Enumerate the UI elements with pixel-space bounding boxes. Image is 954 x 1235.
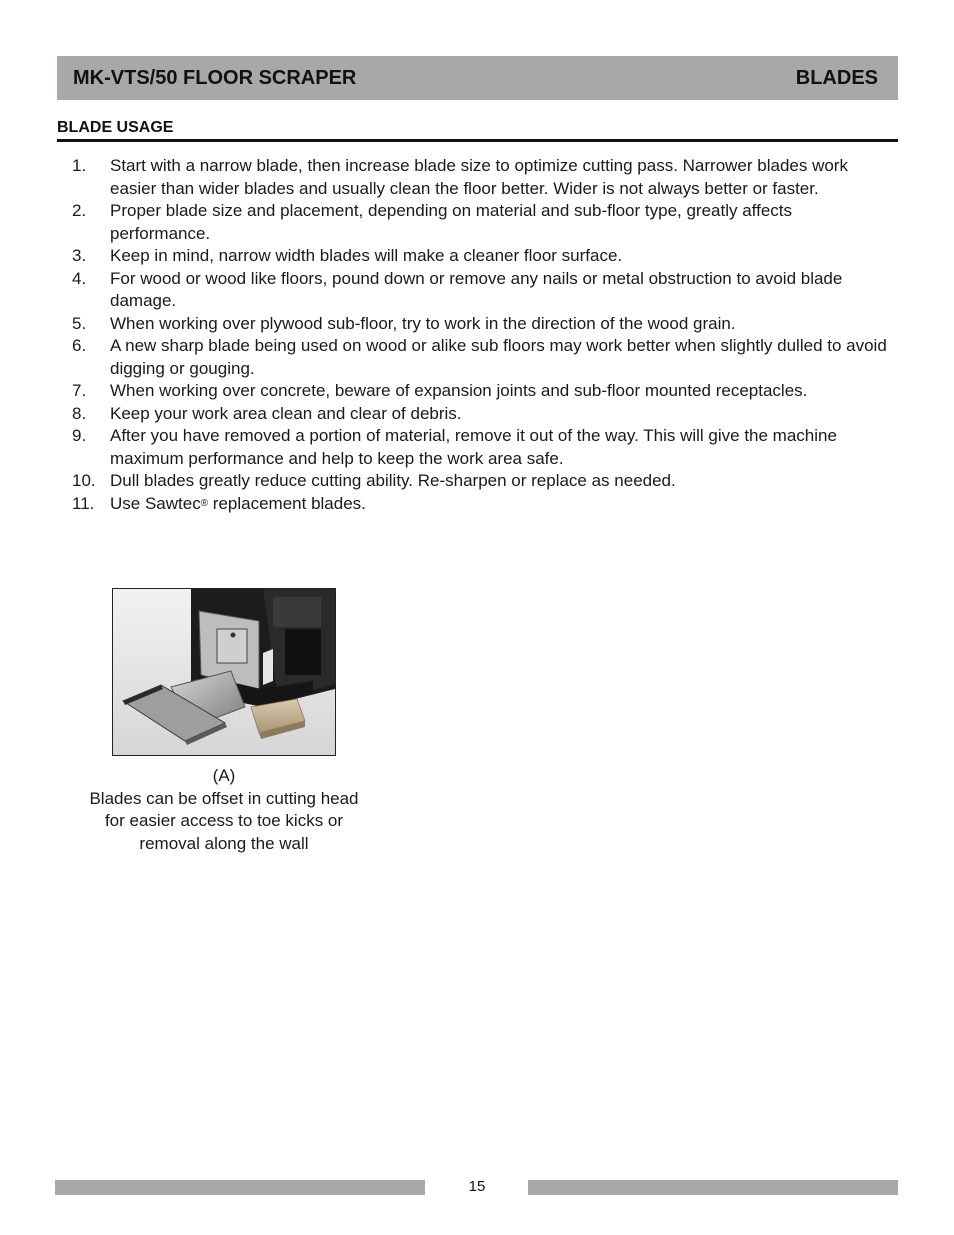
item-number: 2. [72,201,87,220]
list-item [57,335,887,380]
list-item [57,268,887,313]
list-item [57,425,887,470]
item-number: 10. [72,471,96,490]
registered-mark: ® [200,497,209,509]
item-text: Dull blades greatly reduce cutting ability. Re-sharpen or replace as needed. [110,471,676,490]
footer-bar-left [55,1180,425,1195]
item-text: When working over concrete, beware of expansion joints and sub-floor mounted receptacles. [110,381,808,400]
item-text: Proper blade size and placement, depending on material and sub-floor type, greatly affects performance. [110,201,792,243]
item-number: 4. [72,268,87,288]
item-number: 6. [72,336,87,355]
figure-label: (A) [212,766,236,785]
section-title: BLADE USAGE [57,118,898,142]
item-text: When working over plywood sub-floor, try to work in the direction of the wood grain. [110,313,736,333]
list-item [57,155,887,200]
list-item [57,403,887,426]
page-number: 15 [468,1178,486,1195]
list-item [57,380,887,403]
item-text [110,493,887,516]
item-number: 8. [72,403,87,423]
footer-bar-right [528,1180,898,1195]
item-text: Keep your work area clean and clear of debris. [110,403,462,423]
header-bar [57,56,898,100]
item-number: 3. [72,246,87,265]
header-section-title: BLADES [795,66,878,89]
item-text: For wood or wood like floors, pound down or remove any nails or metal obstruction to avoid blade damage. [110,268,843,310]
list-item [57,313,887,336]
item-number: 1. [72,156,87,175]
scraper-head-illustration [113,589,335,755]
item-text: Start with a narrow blade, then increase blade size to optimize cutting pass. Narrower blades work easier than wider blades and usually clean the floor better. Wider is not always better or faster. [110,156,848,198]
figure-caption [84,765,364,855]
blade-offset-photo [112,588,336,756]
list-item [57,470,887,493]
item-text: A new sharp blade being used on wood or alike sub floors may work better when slightly dulled to avoid digging or gouging. [110,336,887,378]
item-number: 11. [72,493,95,513]
list-item [57,200,887,245]
list-item [57,245,887,268]
blade-usage-list [57,155,887,515]
item-number: 5. [72,313,87,333]
list-item [57,493,887,516]
item-text-end: replacement blades. [208,493,366,513]
item-text: Keep in mind, narrow width blades will make a cleaner floor surface. [110,246,623,265]
figure-caption-text: Blades can be offset in cutting head for easier access to toe kicks or removal along the wall [89,788,359,853]
item-number: 7. [72,381,87,400]
item-text-start: Use Sawtec [110,493,201,513]
item-number: 9. [72,426,87,445]
header-product-title: MK-VTS/50 FLOOR SCRAPER [73,66,357,89]
item-text: After you have removed a portion of material, remove it out of the way. This will give the machine maximum performance and help to keep the work area safe. [110,426,837,468]
